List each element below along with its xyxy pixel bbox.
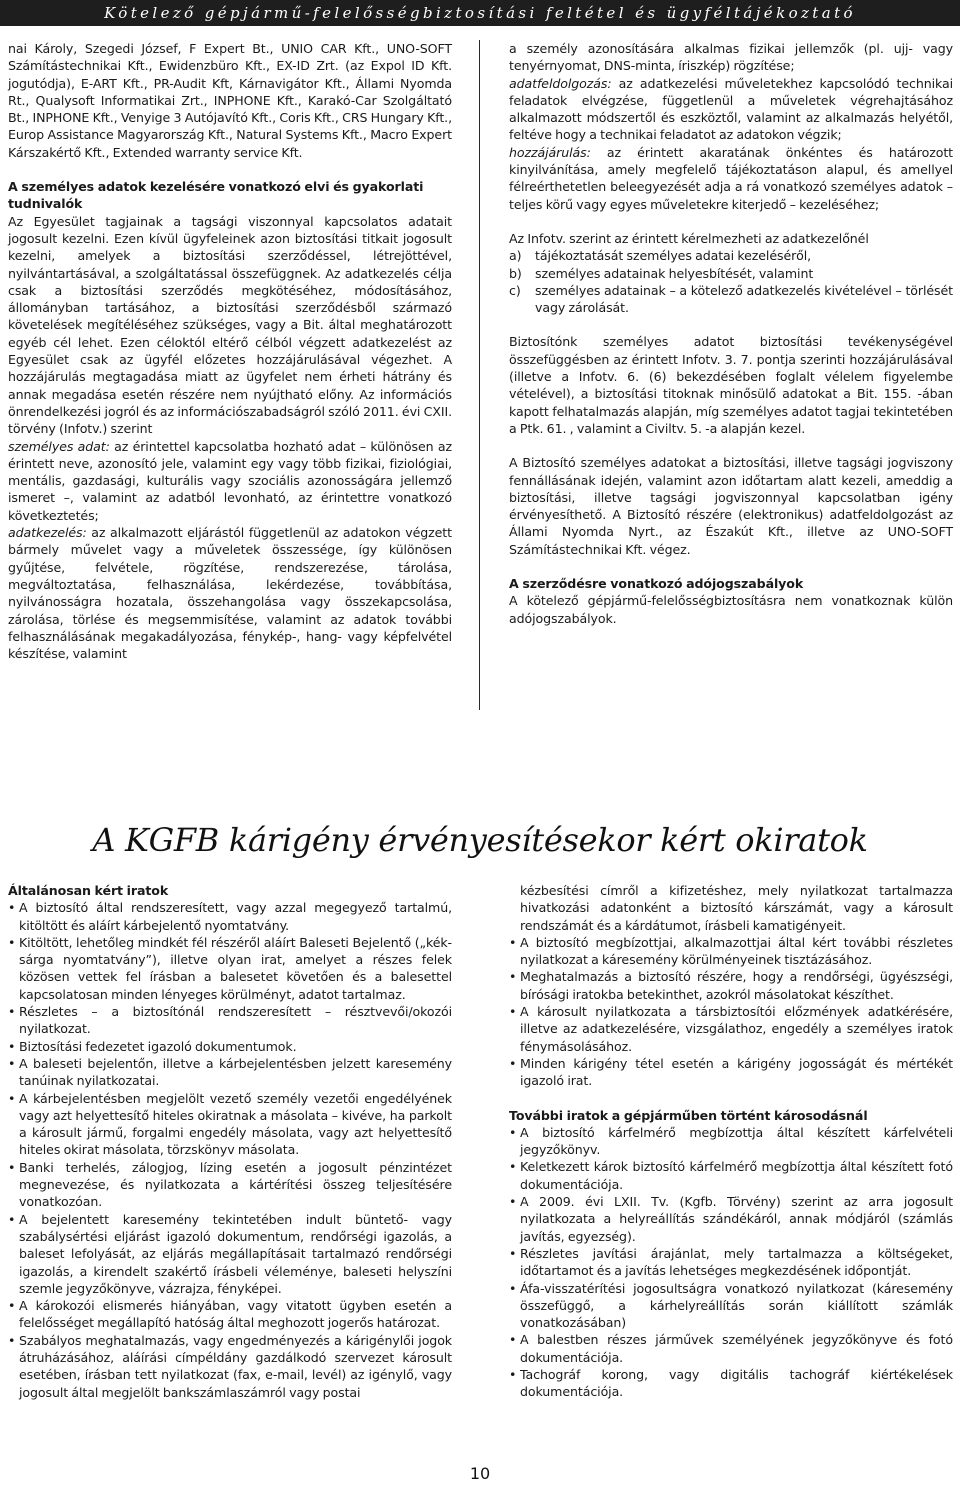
rights-list — [509, 247, 953, 316]
definition-continuation: a személy azonosítására alkalmas fizikai jellemzők (pl. ujj- vagy tenyérnyomat, DNS-minta, íriszkép) rögzítése; — [509, 41, 953, 74]
list-item: • A 2009. évi LXII. Tv. (Kgfb. Törvény) szerint az arra jogosult nyilatkozata a helyreállítás szándékáról, annak módjáról (számlás javítás, egyezség). — [509, 1193, 953, 1245]
list-item: • Minden kárigény tétel esetén a kárigény jogosságát és mértékét igazoló irat. — [509, 1055, 953, 1090]
list-item-label: c) — [509, 282, 521, 298]
bottom-left-column — [8, 882, 452, 1401]
top-right-column — [509, 40, 953, 627]
list-item-text: tájékoztatását személyes adatai kezeléséről, — [535, 248, 812, 264]
list-item: • A kárbejelentésben megjelölt vezető személy vezetői engedélyének vagy azt helyettesítő hiteles okiratnak a másolata – kivéve, ha parkolt a károsult jármű, forgalmi engedély másolata, vagy azt helyettesítő hiteles okirat másolata, törzskönyv másolata. — [8, 1090, 452, 1159]
bottom-right-column — [509, 882, 953, 1401]
section-title: A KGFB kárigény érvényesítésekor kért okiratok — [92, 821, 868, 859]
list-item — [509, 282, 953, 317]
list-item: • A biztosító megbízottjai, alkalmazottjai által kért további részletes nyilatkozat a káresemény körülményeinek tisztázásához. — [509, 934, 953, 969]
column-divider — [479, 40, 480, 710]
list-item: • A károkozói elismerés hiányában, vagy vitatott ügyben esetén a felelősséget megállapító hatóság által meghozott jogerős határozat. — [8, 1297, 452, 1332]
definition-personal-data — [8, 438, 452, 524]
tax-rules-heading: A szerződésre vonatkozó adójogszabályok — [509, 576, 804, 592]
page-number: 10 — [469, 1464, 491, 1483]
data-handling-paragraph: Az Egyesület tagjainak a tagsági viszonnyal kapcsolatos adatait jogosult kezelni. Ezen kívül ügyfeleinek azon biztosítási titkait jogosult kezelni, amelyek a biztosítási szerződéssel, létrejöttével, nyilvántartásával, a szolgáltatással összefüggnek. Az adatkezelés célja csak a biztosítási szerződés megkötéséhez, módosításához, állományban tartásához, a biztosítási szerződésből származó követelések megítéléséhez szükséges, vagy a Bit. által meghatározott egyéb cél lehet. Ezen céloktól eltérő célból végzett adatkezelést az Egyesület csak az ügyfél előzetes hozzájárulásával végezhet. A hozzájárulás megtagadása miatt az ügyfelet nem érheti hátrány és annak megadása esetén részére nem nyújtható előny. Az információs önrendelkezési jogról és az információszabadságról szóló 2011. évi CXII. törvény (Infotv.) szerint — [8, 213, 452, 437]
list-item-label: a) — [509, 248, 522, 264]
list-item-label: b) — [509, 265, 522, 281]
term-data-processing: adatkezelés: — [8, 525, 87, 541]
list-item: • Meghatalmazás a biztosító részére, hogy a rendőrségi, ügyészségi, bírósági iratokba betekinthet, azokról másolatokat készíthet. — [509, 968, 953, 1003]
data-handling-heading: A személyes adatok kezelésére vonatkozó elvi és gyakorlati tudnivalók — [8, 179, 424, 212]
list-item: • A baleseti bejelentőn, illetve a kárbejelentésben jelzett karesemény tanúinak nyilatkozatai. — [8, 1055, 452, 1090]
term-data-operation: adatfeldolgozás: — [509, 75, 612, 91]
list-item-text: személyes adatainak helyesbítését, valamint — [535, 265, 814, 281]
list-item: • Áfa-visszatérítési jogosultságra vonatkozó nyilatkozat (káresemény összefüggő, a kárhelyreállítás során kiállított számlák vonatkozásában) — [509, 1280, 953, 1332]
page-header: Kötelező gépjármű-felelősségbiztosítási feltétel és ügyféltájékoztató — [0, 0, 960, 26]
list-item: • Biztosítási fedezetet igazoló dokumentumok. — [8, 1038, 452, 1055]
vehicle-damage-heading: További iratok a gépjárműben történt károsodásnál — [509, 1107, 868, 1123]
list-item-continuation: kézbesítési címről a kifizetéshez, mely nyilatkozat tartalmazza hivatkozási adatonként a biztosító kárszámát, vagy a károsult rendszámát és a kárdátumot, írásbeli kamatigényeit. — [520, 883, 953, 933]
general-documents-list — [8, 899, 452, 1401]
definition-consent — [509, 144, 953, 213]
def-data-processing: az alkalmazott eljárástól függetlenül az adatokon végzett bármely művelet vagy a műveletek összessége, így különösen gyűjtése, felvétele, rögzítése, rendszerezése, tárolása, megváltoztatása, felhasználása, lekérdezése, továbbítása, nyilvánosságra hozatala, összehangolása vagy összekapcsolása, zárolása, törlése és megsemmisítése, valamint az adatok további felhasználásának megakadályozása, fénykép-, hang- vagy képfelvétel készítése, valamint — [8, 525, 452, 662]
list-item-text: személyes adatainak – a kötelező adatkezelés kivételével – törlését vagy zárolását. — [535, 282, 953, 316]
def-personal-data: az érintettel kapcsolatba hozható adat – különösen az érintett neve, azonosító jele, valamint egy vagy több fizikai, fiziológiai, mentális, gazdasági, kulturális vagy szociális azonosságára jellemző ismeret –, valamint az adatból levonható, az érintettre vonatkozó következtetés; — [8, 438, 452, 523]
def-data-operation: az adatkezelési műveletekhez kapcsolódó technikai feladatok elvégzése, függetlenül a műveletek végrehajtásához alkalmazott módszertől és eszköztől, valamint az alkalmazás helyétől, feltéve hogy a technikai feladatot az adatokon végzik; — [509, 75, 953, 143]
def-consent: az érintett akaratának önkéntes és határozott kinyilvánítása, amely megfelelő tájékoztatáson alapul, és amellyel félreérthetetlen beleegyezését adja a rá vonatkozó személyes adatok – teljes körű vagy egyes műveletekre kiterjedő – kezeléséhez; — [509, 144, 953, 212]
definition-data-processing — [8, 524, 452, 662]
insurer-partners-list: nai Károly, Szegedi József, F Expert Bt., UNIO CAR Kft., UNO-SOFT Számítástechnikai Kft., Ewidenzbüro Kft., EX-ID Zrt. (az Expol ID Kft. jogutódja), E-ART Kft., PR-Audit Kft, Kárnavigátor Kft., Állami Nyomda Rt., Qualysoft Informatikai Zrt., INPHONE Kft., Karakó-Car Szolgáltató Bt., INPHONE Kft., Venyige 3 Autójavító Kft., Coris Kft., CRS Hungary Kft., Europ Assistance Magyarország Kft., Natural Systems Kft., Macro Expert Kárszakértő Kft., Extended warranty service Kft. — [8, 41, 452, 160]
rights-intro: Az Infotv. szerint az érintett kérelmezheti az adatkezelőnél — [509, 230, 869, 246]
list-item: • Részletes javítási árajánlat, mely tartalmazza a költségeket, időtartamot és a javítás lehetséges megkezdésének időpontját. — [509, 1245, 953, 1280]
general-documents-heading: Általánosan kért iratok — [8, 883, 169, 898]
legal-basis-paragraph: Biztosítónk személyes adatot biztosítási tevékenységével összefüggésben az érintett Infotv. 3. 7. pontja szerinti hozzájárulásával (illetve a Infotv. 6. (6) bekezdésében foglalt vélelem figyelembe vételével), a biztosítási titoknak minősülő adatokat a Bit. 155. -ában kapott felhatalmazás alapján, míg személyes adatot tagjai tekintetében a Ptk. 61. , valamint a Civiltv. 5. -a alapján kezel. — [509, 334, 953, 436]
list-item: • Részletes – a biztosítónál rendszeresített – résztvevői/okozói nyilatkozat. — [8, 1003, 452, 1038]
list-item: • A károsult nyilatkozata a társbiztosítói előzmények adatkérésére, illetve az adatkezelésére, vizsgálathoz, engedély a személyes iratok fénymásolásához. — [509, 1003, 953, 1055]
list-item: • A biztosító kárfelmérő megbízottja által készített kárfelvételi jegyzőkönyv. — [509, 1124, 953, 1159]
list-item: • Kitöltött, lehetőleg mindkét fél részéről aláírt Baleseti Bejelentő („kék-sárga nyomtatvány”), illetve olyan irat, amelyet a részes felek közösen vettek fel írásban a balesetet követően és a balesettel kapcsolatosan minden lényeges körülményt, adatot tartalmaz. — [8, 934, 452, 1003]
list-item: • A biztosító által rendszeresített, vagy azzal megegyező tartalmú, kitöltött és aláírt kárbejelentő nyomtatvány. — [8, 899, 452, 934]
retention-paragraph: A Biztosító személyes adatokat a biztosítási, illetve tagsági jogviszony fennállásának idején, valamint azon időtartam alatt kezeli, ameddig a biztosítási, illetve tagsági jogviszonnyal kapcsolatban igény érvényesíthető. A Biztosító részére (elektronikus) adatfeldolgozást az Állami Nyomda Nyrt., az Északút Kft., illetve az UNO-SOFT Számítástechnikai Kft. végez. — [509, 455, 953, 557]
list-item: • A balestben részes járművek személyének jegyzőkönyve és fotó dokumentációja. — [509, 1331, 953, 1366]
list-item: • Keletkezett károk biztosító kárfelmérő megbízottja által készített fotó dokumentációja. — [509, 1158, 953, 1193]
general-documents-list-continued — [509, 882, 953, 1090]
vehicle-damage-list — [509, 1124, 953, 1401]
term-personal-data: személyes adat: — [8, 438, 110, 454]
list-item: • Banki terhelés, zálogjog, lízing esetén a jogosult pénzintézet megnevezése, és nyilatkozata a kártérítési összeg teljesítésére vonatkozóan. — [8, 1159, 452, 1211]
list-item: • A bejelentett karesemény tekintetében indult büntető- vagy szabálysértési eljárást igazoló dokumentum, rendőrségi igazolás, a baleset lefolyását, az eljárás megállapításait tartalmazó rendőrségi igazolás, a kirendelt szakértő írásbeli véleménye, baleseti helyszíni szemle jegyzőkönyve, vázrajza, fényképei. — [8, 1211, 452, 1297]
definition-data-operation — [509, 75, 953, 144]
tax-rules-text: A kötelező gépjármű-felelősségbiztosításra nem vonatkoznak külön adójogszabályok. — [509, 593, 953, 626]
top-left-column — [8, 40, 452, 662]
list-item: • Tachográf korong, vagy digitális tachográf kiértékelések dokumentációja. — [509, 1366, 953, 1401]
term-consent: hozzájárulás: — [509, 144, 591, 160]
list-item — [509, 265, 953, 282]
list-item: • Szabályos meghatalmazás, vagy engedményezés a kárigénylői jogok átruházásához, aláírási címpéldány gazdálkodó szervezet károsult esetében, írásban tett nyilatkozat (fax, e-mail, levél) az igénylő, vagy jogosult által megjelölt bankszámlaszámról vagy postai — [8, 1332, 452, 1401]
list-item — [509, 247, 953, 264]
